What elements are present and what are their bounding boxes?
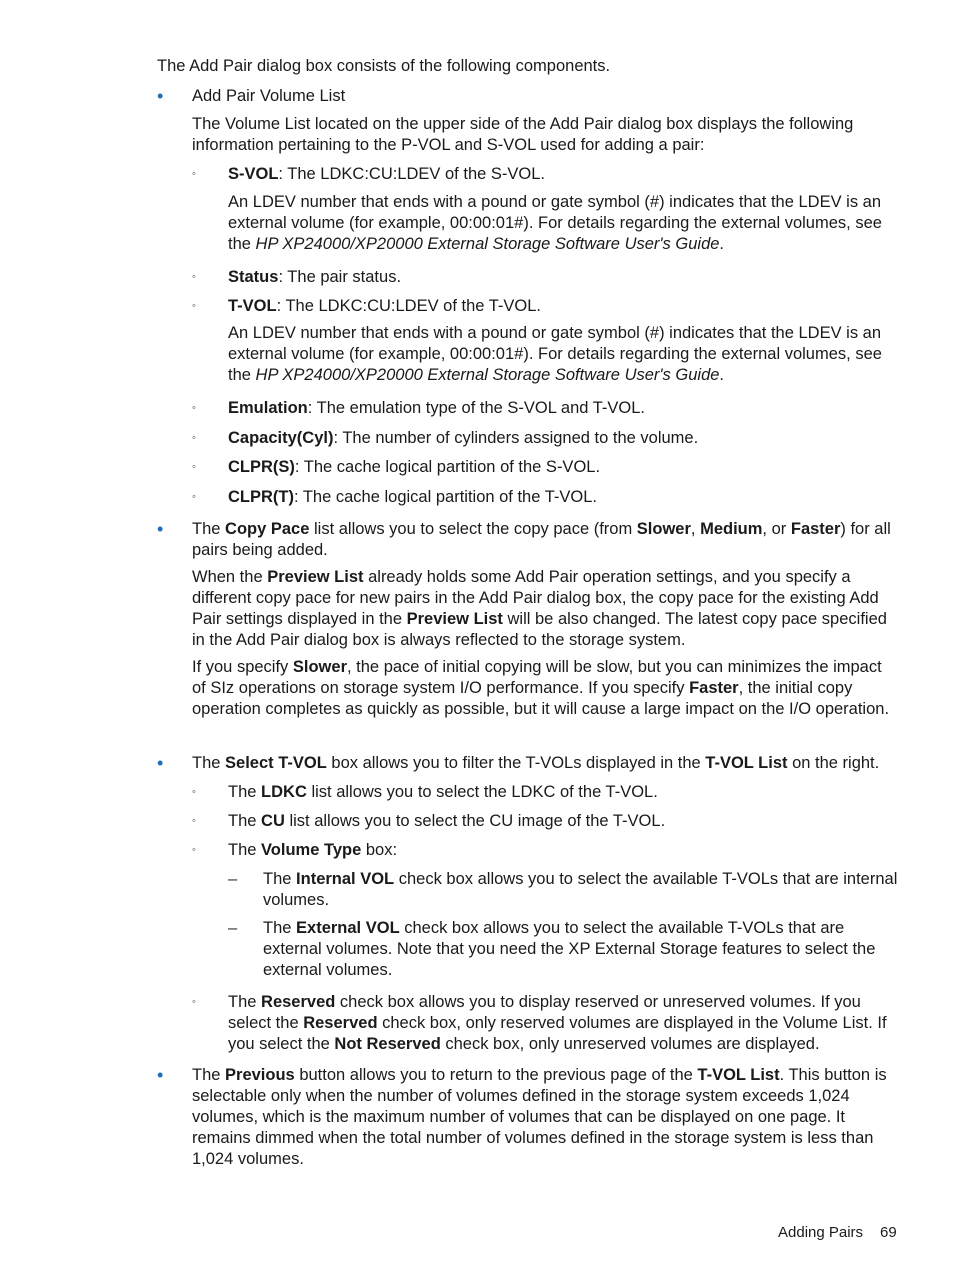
sub-bullet-marker (192, 782, 196, 803)
external-vol-item: The External VOL check box allows you to select the available T-VOLs that are external volumes. Note that you need the XP External Storage features to select the external volumes. (263, 919, 876, 979)
sub-bullet-marker (192, 296, 196, 317)
copy-pace-preview-note: When the Preview List already holds some Add Pair operation settings, and you specify a different copy pace for new pairs in the Add Pair dialog box, the copy pace for the existing Add Pair settings displayed in the Preview List will be also changed. The latest copy pace specified in the Add Pair dialog box is always reflected to the storage system. (192, 568, 887, 649)
sub-bullet-marker (192, 398, 196, 419)
clprs-item: CLPR(S): The cache logical partition of the S-VOL. (228, 458, 601, 476)
sub-bullet-marker (192, 267, 196, 288)
copy-pace-item: The Copy Pace list allows you to select the copy pace (from Slower, Medium, or Faster) for all pairs being added. (192, 520, 891, 559)
tvol-ldev-note: An LDEV number that ends with a pound or gate symbol (#) indicates that the LDEV is an external volume (for example, 00:00:01#). For details regarding the external volumes, see the HP XP24000/XP20000 External Storage Software User's Guide. (228, 324, 882, 384)
clprt-item: CLPR(T): The cache logical partition of the T-VOL. (228, 488, 597, 506)
sub-bullet-marker (192, 840, 196, 861)
emulation-item: Emulation: The emulation type of the S-VOL and T-VOL. (228, 399, 645, 417)
bullet-marker (157, 519, 167, 529)
sub-bullet-marker (192, 457, 196, 478)
copy-pace-speed-note: If you specify Slower, the pace of initial copying will be slow, but you can minimizes the impact of SIz operations on storage system I/O performance. If you specify Faster, the initial copy operation completes as quickly as possible, but it will cause a large impact on the I/O operation. (192, 658, 890, 718)
intro-text: The Add Pair dialog box consists of the following components. (157, 57, 611, 75)
sub-bullet-marker (192, 164, 196, 185)
bullet-marker (157, 1065, 167, 1075)
cu-item: The CU list allows you to select the CU image of the T-VOL. (228, 812, 666, 830)
capacity-item: Capacity(Cyl): The number of cylinders assigned to the volume. (228, 429, 699, 447)
ldkc-item: The LDKC list allows you to select the LDKC of the T-VOL. (228, 783, 658, 801)
footer-section-title: Adding Pairs (778, 1224, 864, 1241)
sub-bullet-marker (192, 487, 196, 508)
status-item: Status: The pair status. (228, 268, 402, 286)
tvol-item: T-VOL: The LDKC:CU:LDEV of the T-VOL. (228, 297, 542, 315)
previous-item: The Previous button allows you to return to the previous page of the T-VOL List. This button is selectable only when the number of volumes defined in the storage system exceeds 1,024 volumes, which is the maximum number of volumes that can be displayed on one page. It remains dimmed when the total number of volumes defined in the storage system is less than 1,024 volumes. (192, 1066, 887, 1168)
volume-list-description: The Volume List located on the upper side of the Add Pair dialog box displays the following information pertaining to the P-VOL and S-VOL used for adding a pair: (192, 115, 854, 154)
svol-item: S-VOL: The LDKC:CU:LDEV of the S-VOL. (228, 165, 545, 183)
dash-marker (228, 918, 237, 939)
internal-vol-item: The Internal VOL check box allows you to select the available T-VOLs that are internal volumes. (263, 870, 898, 909)
volume-list-title: Add Pair Volume List (192, 87, 346, 105)
sub-bullet-marker (192, 811, 196, 832)
reserved-item: The Reserved check box allows you to display reserved or unreserved volumes. If you select the Reserved check box, only reserved volumes are displayed in the Volume List. If you select the Not Reserved check box, only unreserved volumes are displayed. (228, 993, 887, 1053)
sub-bullet-marker (192, 992, 196, 1013)
dash-marker (228, 869, 237, 890)
sub-bullet-marker (192, 428, 196, 449)
bullet-marker (157, 753, 167, 763)
svol-ldev-note: An LDEV number that ends with a pound or gate symbol (#) indicates that the LDEV is an external volume (for example, 00:00:01#). For details regarding the external volumes, see the HP XP24000/XP20000 External Storage Software User's Guide. (228, 193, 882, 253)
page-number: 69 (880, 1224, 897, 1241)
select-tvol-item: The Select T-VOL box allows you to filter the T-VOLs displayed in the T-VOL List on the right. (192, 754, 880, 772)
bullet-marker (157, 86, 167, 96)
volume-type-item: The Volume Type box: (228, 841, 398, 859)
